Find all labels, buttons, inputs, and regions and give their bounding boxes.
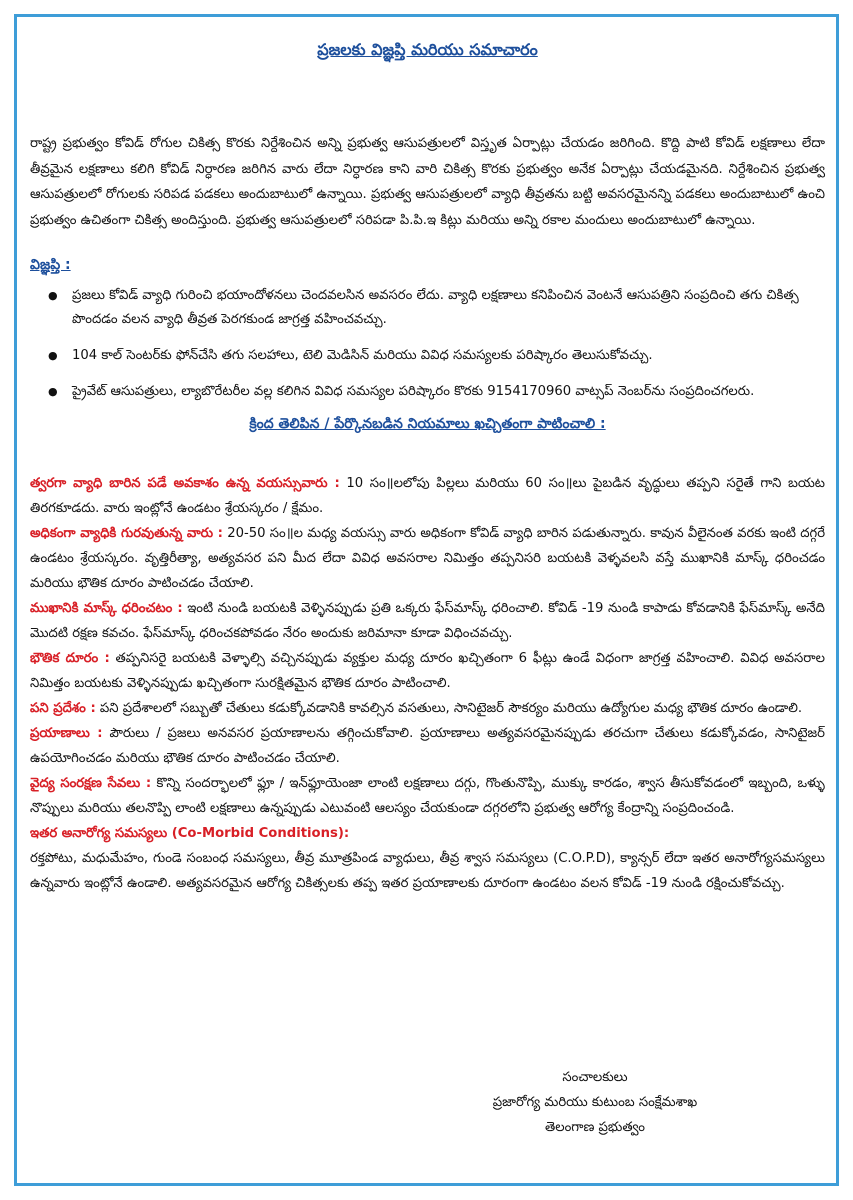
section-text: ఇంటి నుండి బయటకి వెళ్ళినప్పుడు ప్రతి ఒక్కరు ఫేస్‌మాస్క్ ధరించాలి. కోవిడ్ -19 నుండి కాపాడు కోవడానికి ఫేస్‌మాస్క్ అనేది మొదటి రక్షణ కవచం. ఫేస్‌మాస్క్ ధరించకపోవడం నేరం అందుకు జరిమానా కూడా విధించవచ్చు. (30, 601, 825, 641)
section-text: 20-50 సం॥ల మధ్య వయస్సు వారు అధికంగా కోవిడ్ వ్యాధి బారిన పడుతున్నారు. కావున వీలైనంత వరకు ఇంటి దగ్గరే ఉండటం శ్రేయస్కరం. వృత్తిరీత్యా, అత్యవసర పని మీద లేదా వివిధ అవసరాల నిమిత్తం తప్పనిసరి బయటకి వెళ్ళవలసి వస్తే ముఖానికి మాస్క్ ధరించడం మరియు భౌతిక దూరం పాటించడం చేయాలి. (30, 526, 826, 591)
appeal-list (30, 284, 825, 404)
section-text: పని ప్రదేశాలలో సబ్బుతో చేతులు కడుక్కోవడానికి కావల్సిన వసతులు, సానిటైజర్ సౌకర్యం మరియు ఉద్యోగుల మధ్య భౌతిక దూరం ఉండాలి. (95, 701, 803, 716)
rules-heading: క్రింద తెలిపిన / పేర్కొనబడిన నియమాలు ఖచ్చితంగా పాటించాలి : (249, 416, 606, 432)
section-label: త్వరగా వ్యాధి బారిన పడే అవకాశం ఉన్న వయస్సువారు : (30, 476, 340, 491)
section-label: ముఖానికి మాస్క్ ధరించటం : (30, 601, 183, 616)
signature-title: సంచాలకులు (562, 1070, 628, 1085)
signature-block (465, 1065, 725, 1140)
section-text: పౌరులు / ప్రజలు అనవసర ప్రయాణాలను తగ్గించుకోవాలి. ప్రయాణాలు అత్యవసరమైనప్పుడు తరచుగా చేతులు కడుక్కోవడం, సానిటైజర్ ఉపయోగించడం మరియు భౌతిక దూరం పాటించడం చేయాలి. (30, 726, 825, 766)
section-physical-distance (30, 646, 825, 696)
section-label: వైద్య సంరక్షణ సేవలు : (30, 776, 152, 791)
list-item: ● ప్రైవేట్ ఆసుపత్రులు, ల్యాబొరేటరీల వల్ల కలిగిన వివిధ సమస్యల పరిష్కారం కొరకు 9154170960 వాట్సప్ నెంబర్‌ను సంప్రదించగలరు. (72, 380, 825, 404)
list-item: ● 104 కాల్ సెంటర్‌కు ఫోన్‌చేసి తగు సలహాలు, టెలి మెడిసిన్ మరియు వివిధ సమస్యలకు పరిష్కారం తెలుసుకోవచ్చు. (72, 344, 825, 368)
signature-department: ప్రజారోగ్య మరియు కుటుంబ సంక్షేమశాఖ (492, 1095, 698, 1110)
section-text: కొన్ని సందర్భాలలో ఫ్లూ / ఇన్‌ఫ్లూయెంజా లాంటి లక్షణాలు దగ్గు, గొంతునొప్పి, ముక్కు కారడం, శ్వాస తీసుకోవడంలో ఇబ్బంది, ఒళ్ళు నొప్పులు మరియు తలనొప్పి లాంటి లక్షణాలు ఉన్నప్పుడు ఎటువంటి ఆలస్యం చేయకుండా దగ్గరలోని ప్రభుత్వ ఆరోగ్య కేంద్రాన్ని సంప్రదించండి. (30, 776, 825, 816)
section-label: ప్రయాణాలు : (30, 726, 103, 741)
appeal-heading: విజ్ఞప్తి : (30, 257, 71, 273)
section-text: 10 సం॥లలోపు పిల్లలు మరియు 60 సం॥లు పైబడిన వృద్ధులు తప్పని సరైతే గాని బయట తిరగకూడదు. వారు ఇంట్లోనే ఉండటం శ్రేయస్కరం / క్షేమం. (30, 476, 825, 516)
section-text: తప్పనిసరై బయటకి వెళ్ళాల్సి వచ్చినప్పుడు వ్యక్తుల మధ్య దూరం ఖచ్చితంగా 6 ఫీట్లు ఉండే విధంగా జాగ్రత్త వహించాలి. వివిధ అవసరాల నిమిత్తం బయటకు వెళ్ళినప్పుడు ఖచ్చితంగా సురక్షితమైన భౌతిక దూరం పాటించాలి. (30, 651, 825, 691)
section-age-group (30, 471, 825, 521)
signature-government: తెలంగాణ ప్రభుత్వం (545, 1120, 645, 1135)
section-high-risk (30, 521, 825, 596)
section-label: భౌతిక దూరం : (30, 651, 110, 666)
document-title: ప్రజలకు విజ్ఞప్తి మరియు సమాచారం (317, 40, 538, 59)
section-label: పని ప్రదేశం : (30, 701, 96, 716)
section-label: అధికంగా వ్యాధికి గురవుతున్న వారు : (30, 526, 223, 541)
section-comorbid-heading (30, 821, 825, 846)
section-travel (30, 721, 825, 771)
section-label: ఇతర అనారోగ్య సమస్యలు (Co-Morbid Conditions): (30, 826, 350, 841)
section-medical-care (30, 771, 825, 821)
section-comorbid-text: రక్తపోటు, మధుమేహం, గుండె సంబంధ సమస్యలు, తీవ్ర మూత్రపిండ వ్యాధులు, తీవ్ర శ్వాస సమస్యలు (C.O.P.D), క్యాన్సర్ లేదా ఇతర అనారోగ్యసమస్యలు ఉన్నవారు ఇంట్లోనే ఉండాలి. అత్యవసరమైన ఆరోగ్య చికిత్సలకు తప్ప ఇతర ప్రయాణాలకు దూరంగా ఉండటం వలన కోవిడ్ -19 నుండి రక్షించుకోవచ్చు. (30, 851, 825, 891)
list-item: ● ప్రజలు కోవిడ్ వ్యాధి గురించి భయాందోళనలు చెందవలసిన అవసరం లేదు. వ్యాధి లక్షణాలు కనిపించిన వెంటనే ఆసుపత్రిని సంప్రదించి తగు చికిత్స పొందడం వలన వ్యాధి తీవ్రత పెరగకుండ జాగ్రత్త వహించవచ్చు. (72, 284, 825, 332)
section-workplace (30, 696, 825, 721)
section-face-mask (30, 596, 825, 646)
intro-paragraph: రాష్ట్ర ప్రభుత్వం కోవిడ్ రోగుల చికిత్స కొరకు నిర్దేశించిన అన్ని ప్రభుత్వ ఆసుపత్రులలో విస్తృత ఏర్పాట్లు చేయడం జరిగింది. కొద్ది పాటి కోవిడ్ లక్షణాలు లేదా తీవ్రమైన లక్షణాలు కలిగి కోవిడ్ నిర్ధారణ జరిగిన వారు లేదా నిర్ధారణ కాని వారి చికిత్స కొరకు ప్రభుత్వం అనేక ఏర్పాట్లు చేయడమైనది. నిర్దేశించిన ప్రభుత్వ ఆసుపత్రులలో రోగులకు సరిపడ పడకలు అందుబాటులో ఉన్నాయి. ప్రభుత్వ ఆసుపత్రులలో వ్యాధి తీవ్రతను బట్టి అవసరమైనన్ని పడకలు అందుబాటులో ఉంచి ప్రభుత్వం ఉచితంగా చికిత్స అందిస్తుంది. ప్రభుత్వ ఆసుపత్రులలో సరిపడా పి.పి.ఇ కిట్లు మరియు అన్ని రకాల మందులు అందుబాటులో ఉన్నాయి. (30, 136, 825, 228)
document-body (30, 40, 825, 896)
